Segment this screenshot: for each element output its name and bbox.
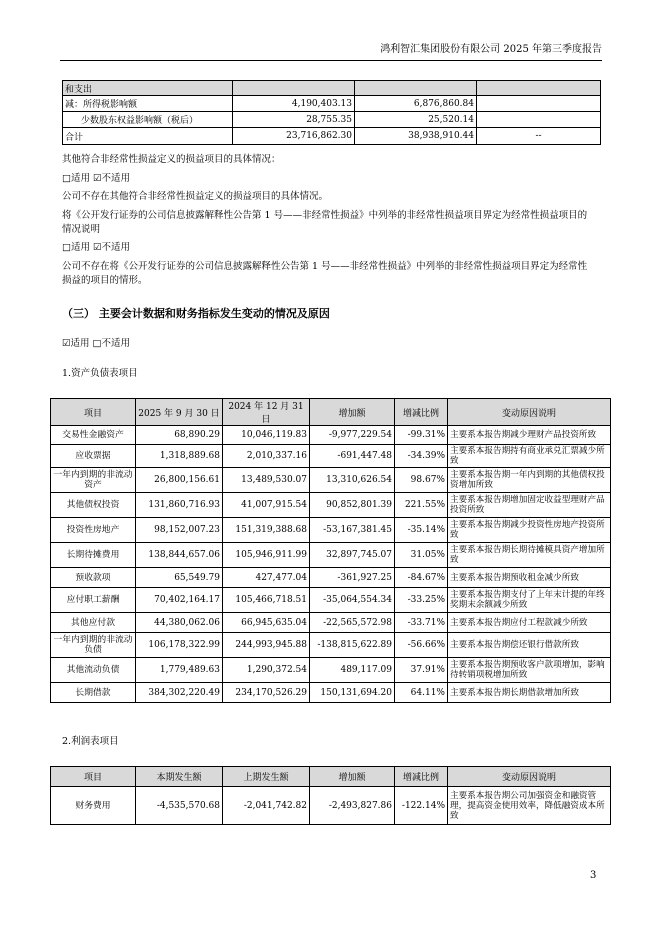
- paragraph: 其他符合非经常性损益定义的损益项目的具体情况：: [62, 154, 281, 165]
- table-row: 投资性房地产 98,152,007.23 151,319,388.68 -53,167,381.45 -35.14% 主要系本报告期减少投资性房地产投资所致: [51, 518, 611, 543]
- table-row: 应付职工薪酬 70,402,164.17 105,466,718.51 -35,064,554.34 -33.25% 主要系本报告期支付了上年末计提的年终奖期末余额减少所致: [51, 588, 611, 613]
- row-label: 少数股东权益影响额（税后）: [63, 112, 233, 128]
- table-row: 一年内到期的非流动资产 26,800,156.61 13,489,530.07 13,310,626.54 98.67% 主要系本报告期一年内到期的其他债权投资增加所致: [51, 468, 611, 493]
- subsection-title: 2.利润表项目: [62, 736, 119, 747]
- column-header: 项目: [51, 399, 136, 426]
- column-header: 2025 年 9 月 30 日: [136, 399, 223, 426]
- paragraph: 将《公开发行证券的公司信息披露解释性公告第 1 号——非经常性损益》中列举的非经常性损益项目界定为经常性损益项目的情况说明: [62, 210, 588, 235]
- table-row: 其他应付款 44,380,062.06 66,945,635.04 -22,565,572.98 -33.71% 主要系本报告期应付工程款减少所致: [51, 613, 611, 633]
- row-label: 和支出: [63, 81, 233, 96]
- row-label: 减：所得税影响额: [63, 96, 233, 112]
- table-row: 交易性金融资产 68,890.29 10,046,119.83 -9,977,229.54 -99.31% 主要系本报告期减少理财产品投资所致: [51, 426, 611, 445]
- balance-sheet-table: [50, 398, 611, 703]
- checkbox-status: ☑适用 □不适用: [62, 338, 131, 349]
- paragraph: 公司不存在其他符合非经常性损益定义的损益项目的具体情况。: [62, 191, 329, 202]
- checkbox-status: □适用 ☑不适用: [62, 173, 131, 184]
- column-header: 增加额: [310, 767, 395, 787]
- table-row: 少数股东权益影响额（税后） 28,755.35 25,520.14: [63, 112, 601, 128]
- balance-sheet-body: [51, 426, 611, 703]
- report-title: 鸿利智汇集团股份有限公司 2025 年第三季度报告: [380, 44, 602, 55]
- table-row: 其他流动负债 1,779,489.63 1,290,372.54 489,117.09 37.91% 主要系本报告期预收客户款项增加，影响待转销项税增加所致: [51, 658, 611, 683]
- column-header: 上期发生额: [223, 767, 310, 787]
- subsection-title: 1.资产负债表项目: [62, 368, 138, 379]
- table-row: 应收票据 1,318,889.68 2,010,337.16 -691,447.48 -34.39% 主要系本报告期持有商业承兑汇票减少所致: [51, 445, 611, 468]
- checkbox-status: □适用 ☑不适用: [62, 242, 131, 253]
- paragraph: 公司不存在将《公开发行证券的公司信息披露解释性公告第 1 号——非经常性损益》中列举的非经常性损益项目界定为经常性损益的项目的情形。: [62, 261, 588, 286]
- column-header: 增减比例: [395, 399, 448, 426]
- table-header-row: [51, 767, 611, 787]
- column-header: 本期发生额: [136, 767, 223, 787]
- row-label: 合计: [63, 128, 233, 145]
- table-header-row: [51, 399, 611, 426]
- table-row: 财务费用 -4,535,570.68 -2,041,742.82 -2,493,827.86 -122.14% 主要系本报告期公司加强资金和融资管理，提高资金使用效率，降低融资成本所致: [51, 787, 611, 825]
- table-row: 合计 23,716,862.30 38,938,910.44 --: [63, 128, 601, 145]
- section-title: （三） 主要会计数据和财务指标发生变动的情况及原因: [62, 307, 330, 320]
- column-header: 2024 年 12 月 31 日: [223, 399, 310, 426]
- table-row: 长期借款 384,302,220.49 234,170,526.29 150,131,694.20 64.11% 主要系本报告期长期借款增加所致: [51, 683, 611, 703]
- column-header: 变动原因说明: [448, 399, 611, 426]
- column-header: 变动原因说明: [448, 767, 611, 787]
- table-row: 长期待摊费用 138,844,657.06 105,946,911.99 32,897,745.07 31.05% 主要系本报告期长期待摊模具资产增加所致: [51, 543, 611, 568]
- non-recurring-items-table: [62, 80, 601, 145]
- table-row: [63, 81, 601, 96]
- table-row: 其他债权投资 131,860,716.93 41,007,915.54 90,852,801.39 221.55% 主要系本报告期增加固定收益型理财产品投资所致: [51, 493, 611, 518]
- page-header: [60, 40, 602, 61]
- column-header: 增加额: [310, 399, 395, 426]
- table-row: 一年内到期的非流动负债 106,178,322.99 244,993,945.88 -138,815,622.89 -56.66% 主要系本报告期偿还银行借款所致: [51, 633, 611, 658]
- income-statement-table: [50, 766, 611, 825]
- table-row: 减：所得税影响额 4,190,403.13 6,876,860.84: [63, 96, 601, 112]
- column-header: 增减比例: [395, 767, 448, 787]
- page-number: 3: [590, 870, 597, 881]
- table-row: 预收款项 65,549.79 427,477.04 -361,927.25 -84.67% 主要系本报告期预收租金减少所致: [51, 568, 611, 588]
- column-header: 项目: [51, 767, 136, 787]
